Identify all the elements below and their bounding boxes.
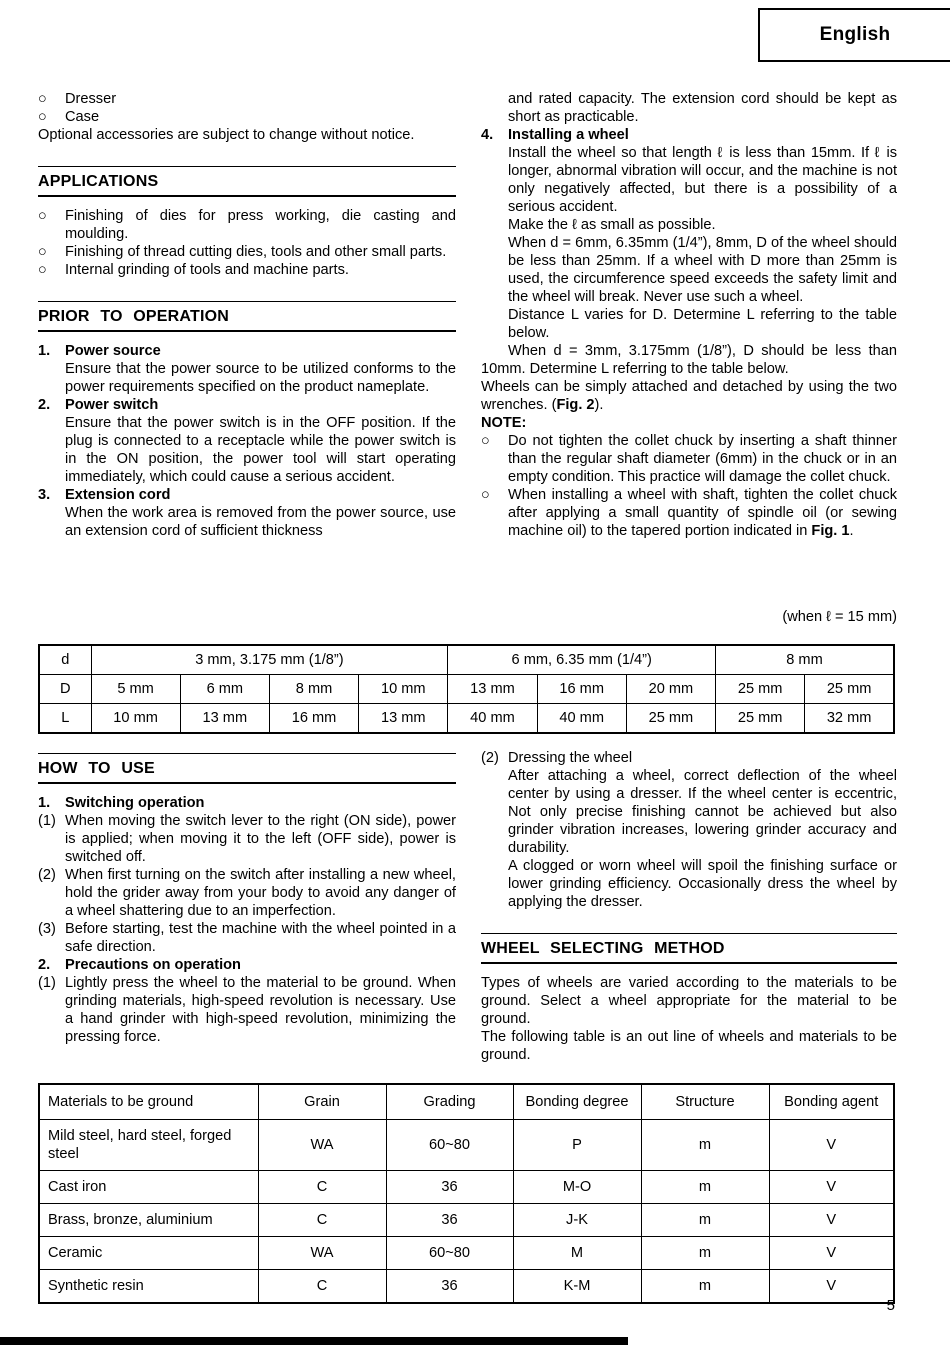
paragraph: Distance L varies for D. Determine L referring to the table below. xyxy=(508,307,897,341)
item-number: 2. xyxy=(38,397,51,413)
table-row xyxy=(39,1171,894,1204)
list-item-text: Internal grinding of tools and machine parts. xyxy=(65,262,349,278)
table-cell: 10 mm xyxy=(359,675,448,704)
item-number: (3) xyxy=(38,921,56,937)
item-number: 2. xyxy=(38,957,51,973)
table-cell: Brass, bronze, aluminium xyxy=(39,1204,258,1237)
table-cell: 20 mm xyxy=(626,675,715,704)
column-header: Grading xyxy=(386,1084,513,1120)
table-cell: 6 mm xyxy=(180,675,269,704)
table-cell: Synthetic resin xyxy=(39,1270,258,1304)
table-cell: 36 xyxy=(386,1204,513,1237)
circle-bullet: ○ xyxy=(481,487,490,503)
how-to-use-heading xyxy=(38,753,456,784)
sentence-part: Wheels can be simply attached and detached by using the two wrenches. ( xyxy=(481,379,897,413)
paragraph: After attaching a wheel, correct deflection of the wheel center by using a dresser. If the wheel center is eccentric, Not only precise finishing cannot be achieved but also grinder vibration increases, lowering grinder accuracy and durability. xyxy=(508,768,897,856)
item-number: (2) xyxy=(38,867,56,883)
figure-reference: Fig. 2 xyxy=(556,397,595,413)
right-column-middle xyxy=(481,749,897,1064)
table-cell: Mild steel, hard steel, forged steel xyxy=(39,1120,258,1171)
paragraph: Ensure that the power switch is in the OFF position. If the plug is connected to a receptacle while the power switch is in the ON position, the power tool will start operating immediately, which could cause a serious accident. xyxy=(65,415,456,485)
section-title: PRIOR TO OPERATION xyxy=(38,308,230,325)
table-cell: 13 mm xyxy=(359,704,448,734)
list-item-text: Finishing of thread cutting dies, tools and other small parts. xyxy=(65,244,447,260)
circle-bullet: ○ xyxy=(481,433,490,449)
page-number: 5 xyxy=(886,1297,895,1314)
table-header-row xyxy=(39,1084,894,1120)
table-cell: 8 mm xyxy=(716,645,894,675)
table-cell: V xyxy=(769,1171,894,1204)
paragraph: and rated capacity. The extension cord should be kept as short as practicable. xyxy=(508,91,897,125)
note-label: NOTE: xyxy=(481,415,527,431)
table-cell: 36 xyxy=(386,1171,513,1204)
table-cell: 6 mm, 6.35 mm (1/4”) xyxy=(448,645,716,675)
table-cell: 60~80 xyxy=(386,1237,513,1270)
table-cell: M xyxy=(513,1237,641,1270)
table-cell: m xyxy=(641,1270,769,1304)
list-item-text: Dresser xyxy=(65,91,117,107)
item-number: (1) xyxy=(38,813,56,829)
scan-artifact-bar xyxy=(0,1337,628,1345)
section-title: WHEEL SELECTING METHOD xyxy=(481,940,725,957)
prior-to-operation-heading xyxy=(38,301,456,332)
table-cell: 3 mm, 3.175 mm (1/8”) xyxy=(91,645,448,675)
dimension-table-caption: (when ℓ = 15 mm) xyxy=(782,609,897,625)
item-title: Precautions on operation xyxy=(65,957,241,973)
table-cell: 32 mm xyxy=(805,704,894,734)
list-item-text xyxy=(508,486,897,540)
item-title: Installing a wheel xyxy=(508,127,629,143)
item-title: Switching operation xyxy=(65,795,205,811)
column-header: Bonding degree xyxy=(513,1084,641,1120)
item-number: 1. xyxy=(38,343,51,359)
paragraph: Install the wheel so that length ℓ is less than 15mm. If ℓ is longer, abnormal vibration will occur, and the machine is not only negatively affected, but there is a possibility of a serious accident. xyxy=(508,145,897,215)
sentence-part: ). xyxy=(594,397,604,413)
table-cell: C xyxy=(258,1204,386,1237)
table-row xyxy=(39,645,894,675)
table-cell: m xyxy=(641,1204,769,1237)
wheel-selecting-method-heading xyxy=(481,933,897,964)
list-item xyxy=(38,243,456,261)
section-title: APPLICATIONS xyxy=(38,173,159,190)
item-title: Dressing the wheel xyxy=(508,750,633,766)
list-item-text: Finishing of dies for press working, die casting and moulding. xyxy=(65,208,456,242)
paragraph: When d = 3mm, 3.175mm (1/8”), D should be less than 10mm. Determine L referring to the table below. xyxy=(481,343,897,377)
circle-bullet: ○ xyxy=(38,208,47,224)
table-cell: 25 mm xyxy=(805,675,894,704)
table-cell: J-K xyxy=(513,1204,641,1237)
table-cell: C xyxy=(258,1171,386,1204)
list-item-text: Case xyxy=(65,109,100,125)
item-number: (1) xyxy=(38,975,56,991)
paragraph: Types of wheels are varied according to the materials to be ground. Select a wheel appropriate for the material to be ground. xyxy=(481,975,897,1027)
accessories-note: Optional accessories are subject to change without notice. xyxy=(38,127,415,143)
sub-item xyxy=(38,812,456,866)
table-cell: 5 mm xyxy=(91,675,180,704)
column-header: Grain xyxy=(258,1084,386,1120)
list-item xyxy=(38,90,456,108)
table-cell: 8 mm xyxy=(269,675,358,704)
table-cell: 16 mm xyxy=(269,704,358,734)
table-row xyxy=(39,675,894,704)
numbered-item xyxy=(38,794,456,812)
paragraph: Ensure that the power source to be utilized conforms to the power requirements specified on the product nameplate. xyxy=(65,361,456,395)
sentence-part: . xyxy=(849,523,854,539)
item-title: Extension cord xyxy=(65,487,171,503)
table-cell: m xyxy=(641,1120,769,1171)
table-cell: m xyxy=(641,1237,769,1270)
table-cell: K-M xyxy=(513,1270,641,1304)
table-cell: V xyxy=(769,1237,894,1270)
table-cell: M-O xyxy=(513,1171,641,1204)
row-label-cell: d xyxy=(39,645,91,675)
paragraph: When moving the switch lever to the right (ON side), power is applied; when moving it to the left (OFF side), power is switched off. xyxy=(65,813,456,865)
dimension-table xyxy=(38,644,895,734)
table-cell: V xyxy=(769,1204,894,1237)
row-label-cell: L xyxy=(39,704,91,734)
table-cell: P xyxy=(513,1120,641,1171)
table-row xyxy=(39,1237,894,1270)
table-cell: WA xyxy=(258,1120,386,1171)
table-cell: 25 mm xyxy=(716,675,805,704)
column-header: Bonding agent xyxy=(769,1084,894,1120)
paragraph: When first turning on the switch after installing a new wheel, hold the grider away from your body to avoid any danger of a wheel shattering due to an imperfection. xyxy=(65,867,456,919)
column-header: Materials to be ground xyxy=(39,1084,258,1120)
numbered-item xyxy=(38,342,456,396)
numbered-item xyxy=(481,126,897,342)
wheel-selection-table xyxy=(38,1083,895,1304)
table-cell: 10 mm xyxy=(91,704,180,734)
paragraph xyxy=(481,378,897,414)
left-column-middle xyxy=(38,753,456,1046)
sub-item xyxy=(38,974,456,1046)
list-item xyxy=(38,108,456,126)
row-label-cell: D xyxy=(39,675,91,704)
paragraph: Lightly press the wheel to the material to be ground. When grinding materials, high-speed revolution is necessary. Use a hand grinder with high-speed revolution, minimizing the pressing force. xyxy=(65,975,456,1045)
table-row xyxy=(39,1120,894,1171)
circle-bullet: ○ xyxy=(38,262,47,278)
sentence-part: When installing a wheel with shaft, tighten the collet chuck after applying a small quantity of spindle oil (or sewing machine oil) to the tapered portion indicated in xyxy=(508,487,897,539)
numbered-item xyxy=(38,956,456,974)
paragraph: Make the ℓ as small as possible. xyxy=(508,217,716,233)
paragraph: Before starting, test the machine with the wheel pointed in a safe direction. xyxy=(65,921,456,955)
paragraph: A clogged or worn wheel will spoil the finishing surface or lower grinding efficiency. Occasionally dress the wheel by applying the dresser. xyxy=(508,858,897,910)
numbered-item xyxy=(38,486,456,540)
sub-item xyxy=(38,920,456,956)
item-number: 3. xyxy=(38,487,51,503)
table-cell: 40 mm xyxy=(537,704,626,734)
item-title: Power switch xyxy=(65,397,159,413)
applications-heading xyxy=(38,166,456,197)
list-item xyxy=(481,486,897,540)
language-label: English xyxy=(819,24,891,45)
language-label-box xyxy=(758,8,950,62)
item-number: 4. xyxy=(481,127,494,143)
paragraph: When d = 6mm, 6.35mm (1/4”), 8mm, D of the wheel should be less than 25mm. If a wheel with D more than 25mm is used, the circumference speed exceeds the safety limit and the wheel will break. Never use such a wheel. xyxy=(508,235,897,305)
table-cell: 36 xyxy=(386,1270,513,1304)
column-header: Structure xyxy=(641,1084,769,1120)
table-cell: V xyxy=(769,1120,894,1171)
list-item xyxy=(38,261,456,279)
table-cell: 13 mm xyxy=(448,675,537,704)
table-cell: V xyxy=(769,1270,894,1304)
item-title: Power source xyxy=(65,343,161,359)
table-cell: m xyxy=(641,1171,769,1204)
table-cell: 60~80 xyxy=(386,1120,513,1171)
table-row xyxy=(39,704,894,734)
circle-bullet: ○ xyxy=(38,109,47,125)
circle-bullet: ○ xyxy=(38,244,47,260)
table-row xyxy=(39,1270,894,1304)
list-item xyxy=(481,432,897,486)
left-column-top xyxy=(38,90,456,540)
circle-bullet: ○ xyxy=(38,91,47,107)
table-cell: 25 mm xyxy=(716,704,805,734)
table-cell: Ceramic xyxy=(39,1237,258,1270)
table-cell: 16 mm xyxy=(537,675,626,704)
paragraph: The following table is an out line of wheels and materials to be ground. xyxy=(481,1029,897,1063)
table-cell: C xyxy=(258,1270,386,1304)
paragraph: When the work area is removed from the power source, use an extension cord of sufficient thickness xyxy=(65,505,456,539)
item-number: 1. xyxy=(38,795,51,811)
list-item-text: Do not tighten the collet chuck by inserting a shaft thinner than the regular shaft diameter (6mm) in the chuck or in an empty condition. This practice will damage the collet chuck. xyxy=(508,433,897,485)
table-cell: 25 mm xyxy=(626,704,715,734)
right-column-top xyxy=(481,90,897,540)
table-cell: 40 mm xyxy=(448,704,537,734)
figure-reference: Fig. 1 xyxy=(811,523,850,539)
numbered-item xyxy=(38,396,456,486)
table-cell: 13 mm xyxy=(180,704,269,734)
table-cell: Cast iron xyxy=(39,1171,258,1204)
list-item xyxy=(38,207,456,243)
sub-item xyxy=(38,866,456,920)
sub-item xyxy=(481,749,897,911)
section-title: HOW TO USE xyxy=(38,760,155,777)
table-cell: WA xyxy=(258,1237,386,1270)
table-row xyxy=(39,1204,894,1237)
item-number: (2) xyxy=(481,750,499,766)
